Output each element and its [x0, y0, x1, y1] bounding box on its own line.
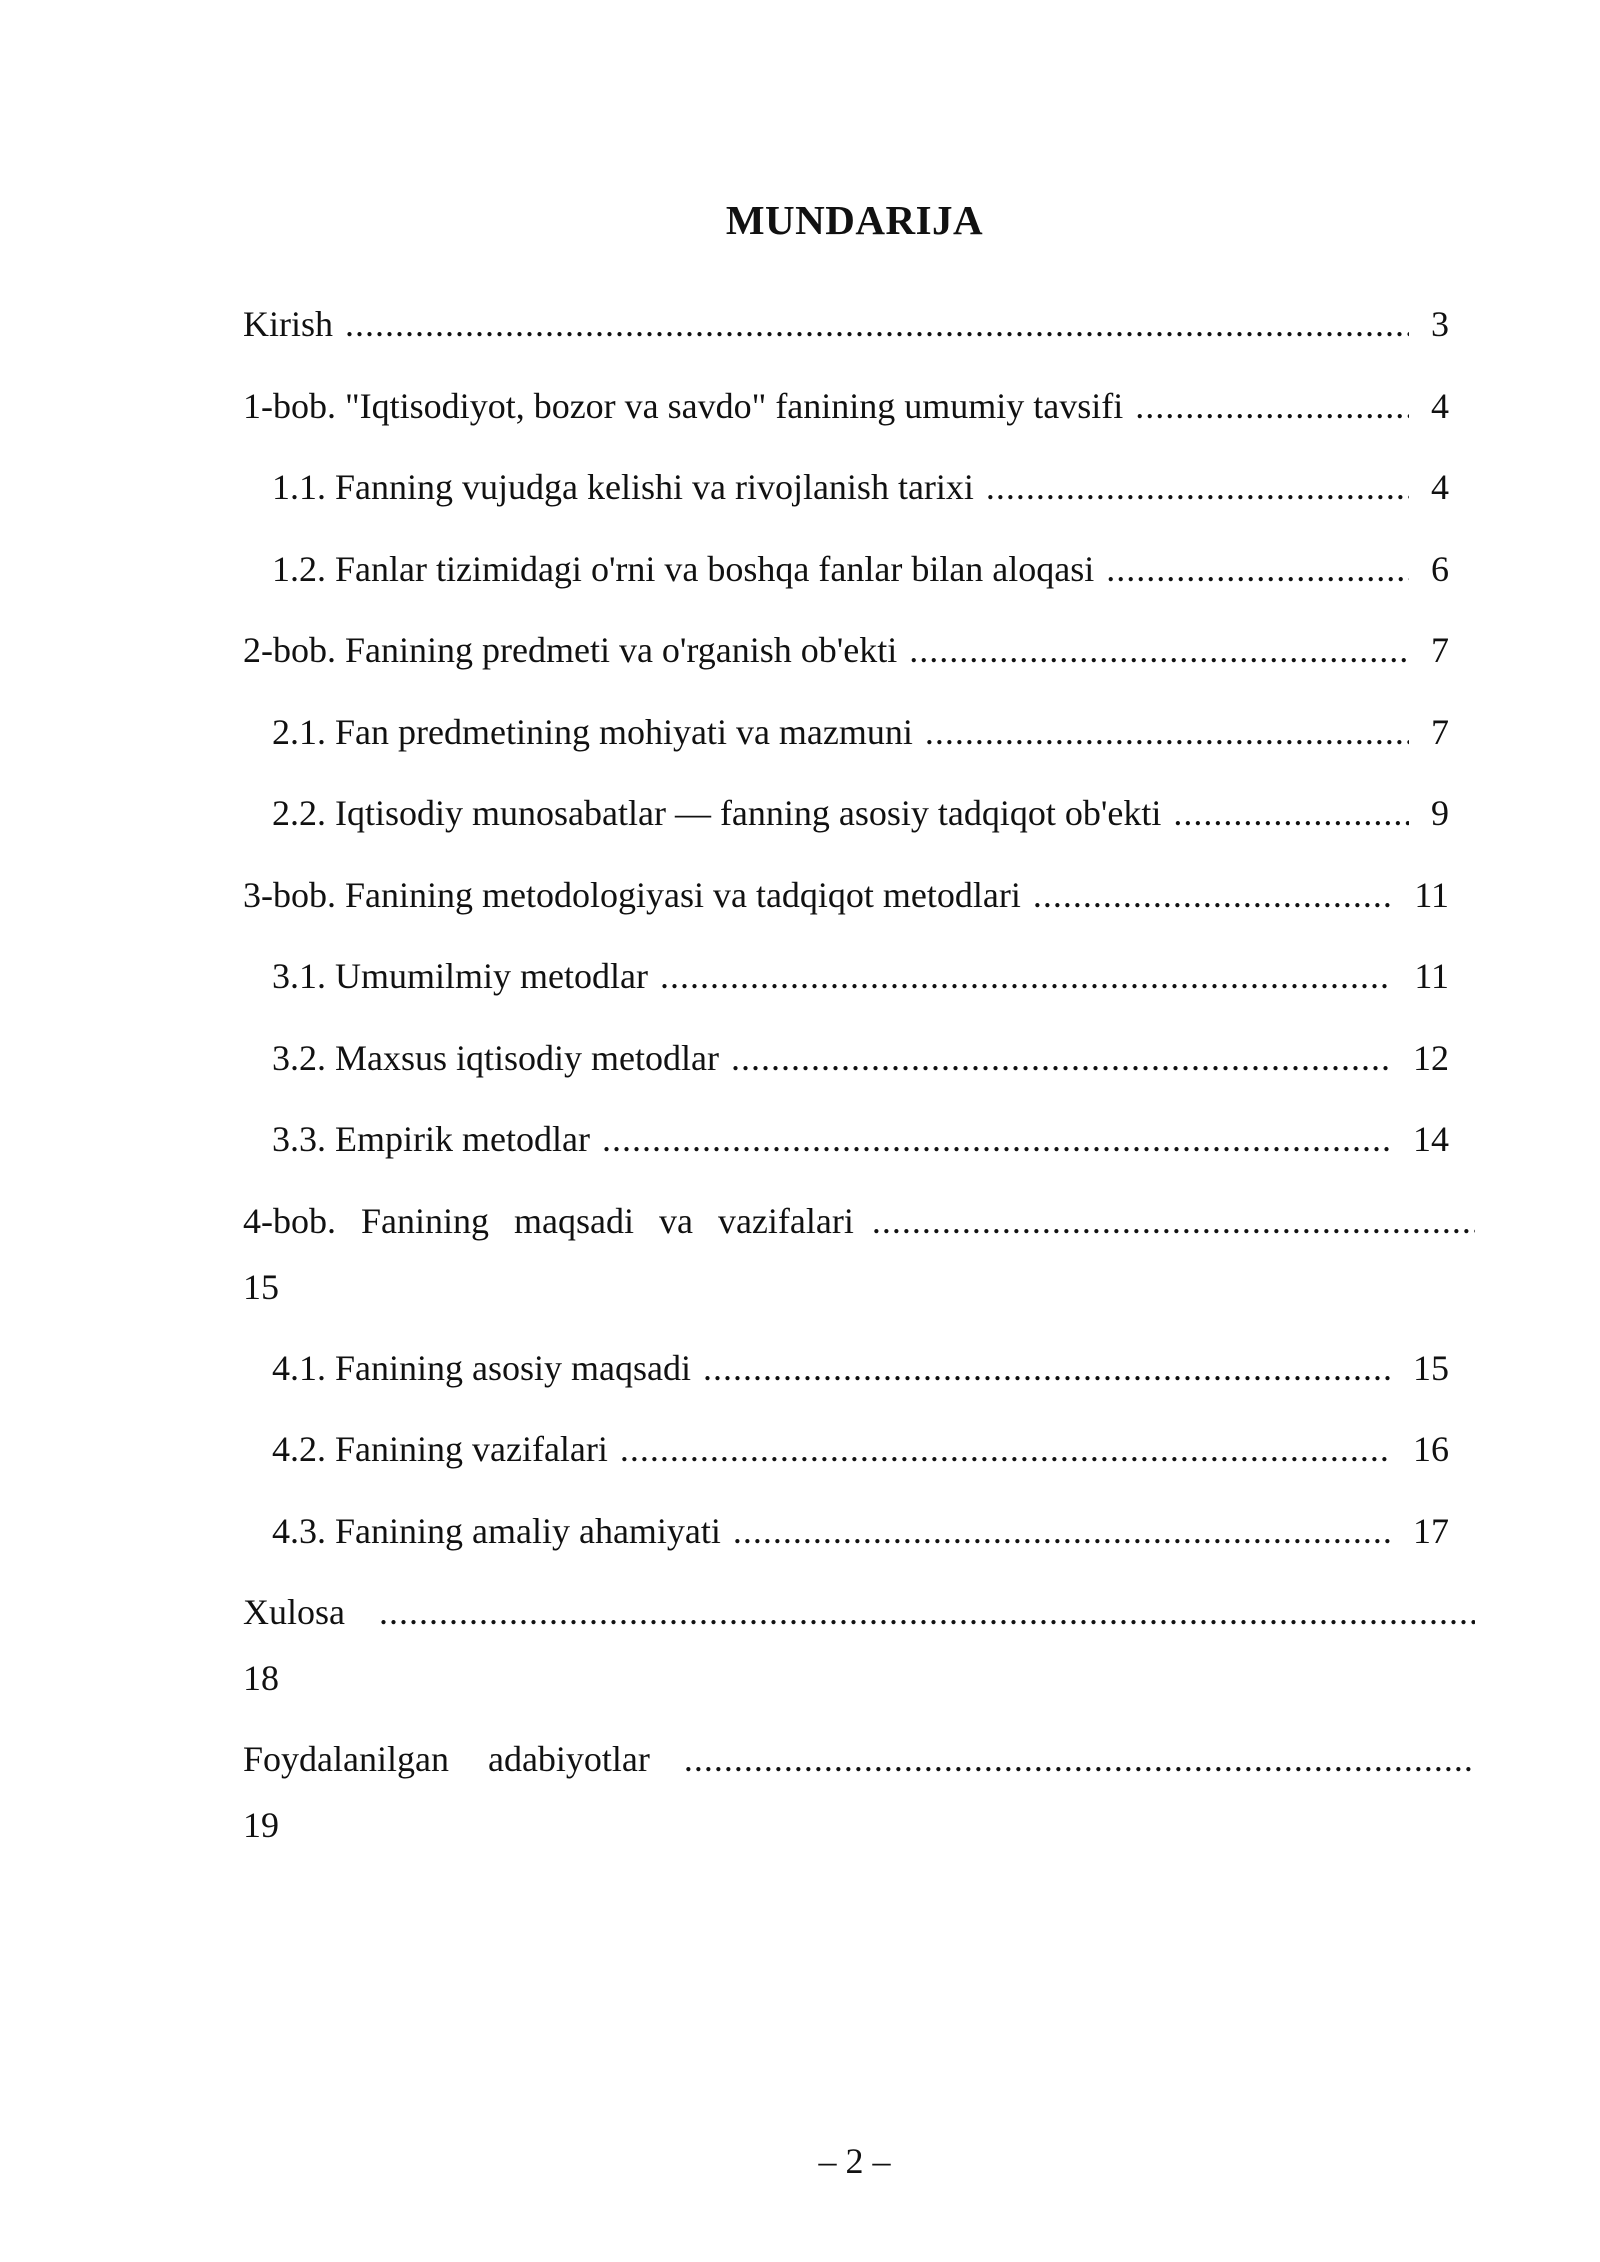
toc-entry-section-1-1[interactable] [243, 459, 1475, 541]
toc-entry-label: 1.2. Fanlar tizimidagi o'rni va boshqa fanlar bilan aloqasi [272, 548, 1095, 589]
dot-leader [872, 1193, 1475, 1249]
toc-entry-page: 15 [243, 1266, 279, 1307]
toc-entry-chapter-1[interactable] [243, 378, 1475, 460]
toc-entry-page: 17 [1413, 1510, 1449, 1551]
toc-entry-label: Kirish [243, 304, 333, 344]
toc-entry-section-1-2[interactable] [243, 541, 1475, 623]
toc-entry-label: 4.2. Fanining vazifalari [272, 1429, 608, 1469]
toc-entry-label: 2-bob. Fanining predmeti va o'rganish ob'ekti [243, 630, 898, 670]
dot-leader [986, 459, 1409, 515]
dot-leader [620, 1421, 1391, 1477]
toc-entry-label: 2.1. Fan predmetining mohiyati va mazmuni [272, 711, 913, 752]
toc-entry-label: Foydalanilgan adabiyotlar [243, 1739, 650, 1779]
toc-entry-page: 14 [1413, 1119, 1449, 1159]
dot-leader [379, 1584, 1475, 1640]
toc-entry-page: 12 [1413, 1037, 1449, 1078]
dot-leader [925, 704, 1409, 760]
toc-entry-label: 3-bob. Fanining metodologiyasi va tadqiqot metodlari [243, 874, 1021, 915]
toc-entry-page: 4 [1431, 467, 1449, 507]
toc-entry-page: 4 [1431, 385, 1449, 426]
dot-leader [703, 1340, 1391, 1396]
toc-entry-label: 3.2. Maxsus iqtisodiy metodlar [272, 1037, 719, 1078]
page-title: MUNDARIJA [725, 197, 984, 243]
dot-leader [684, 1731, 1475, 1787]
toc-entry-section-2-2[interactable] [243, 785, 1475, 867]
toc-entry-label: 4.1. Fanining asosiy maqsadi [272, 1347, 691, 1388]
toc-entry-page: 9 [1431, 793, 1449, 833]
toc-entry-page: 18 [243, 1658, 279, 1698]
dot-leader [731, 1030, 1391, 1086]
toc-entry-chapter-2[interactable] [243, 622, 1475, 704]
dot-leader [1135, 378, 1409, 434]
toc-entry-section-3-2[interactable] [243, 1030, 1475, 1112]
toc-entry-intro[interactable] [243, 296, 1475, 378]
toc-entry-section-2-1[interactable] [243, 704, 1475, 786]
dot-leader [909, 622, 1409, 678]
page-number: – 2 – [818, 2141, 891, 2181]
toc-entry-section-4-2[interactable] [243, 1421, 1475, 1503]
toc-entry-label: Xulosa [243, 1592, 345, 1632]
toc-entry-label: 3.1. Umumilmiy metodlar [272, 956, 648, 996]
toc-entry-section-4-1[interactable] [243, 1340, 1475, 1422]
toc-entry-page: 7 [1431, 711, 1449, 752]
toc-entry-section-3-3[interactable] [243, 1111, 1475, 1193]
toc-entry-label: 2.2. Iqtisodiy munosabatlar — fanning asosiy tadqiqot ob'ekti [272, 793, 1162, 833]
dot-leader [345, 296, 1409, 352]
toc-entry-page: 11 [1414, 874, 1449, 915]
toc-entry-label: 1-bob. "Iqtisodiyot, bozor va savdo" fanining umumiy tavsifi [243, 385, 1124, 426]
toc-entry-page: 16 [1413, 1429, 1449, 1469]
dot-leader [1033, 867, 1392, 923]
toc-entry-section-3-1[interactable] [243, 948, 1475, 1030]
dot-leader [660, 948, 1392, 1004]
dot-leader [1106, 541, 1409, 597]
toc-entry-page: 15 [1413, 1347, 1449, 1388]
toc-entry-page: 11 [1414, 956, 1449, 996]
dot-leader [602, 1111, 1391, 1167]
toc-entry-label: 1.1. Fanning vujudga kelishi va rivojlanish tarixi [272, 467, 974, 507]
table-of-contents [243, 296, 1475, 1878]
toc-entry-references[interactable] [243, 1731, 1475, 1878]
toc-entry-label: 4-bob. Fanining maqsadi va vazifalari [243, 1200, 854, 1241]
dot-leader [1173, 785, 1409, 841]
toc-entry-chapter-4[interactable] [243, 1193, 1475, 1340]
toc-entry-section-4-3[interactable] [243, 1503, 1475, 1585]
toc-entry-page: 3 [1431, 304, 1449, 344]
toc-entry-label: 3.3. Empirik metodlar [272, 1119, 590, 1159]
toc-entry-conclusion[interactable] [243, 1584, 1475, 1731]
toc-entry-page: 19 [243, 1805, 279, 1845]
toc-entry-page: 7 [1431, 630, 1449, 670]
toc-entry-chapter-3[interactable] [243, 867, 1475, 949]
dot-leader [733, 1503, 1391, 1559]
toc-entry-page: 6 [1431, 548, 1449, 589]
toc-entry-label: 4.3. Fanining amaliy ahamiyati [272, 1510, 721, 1551]
